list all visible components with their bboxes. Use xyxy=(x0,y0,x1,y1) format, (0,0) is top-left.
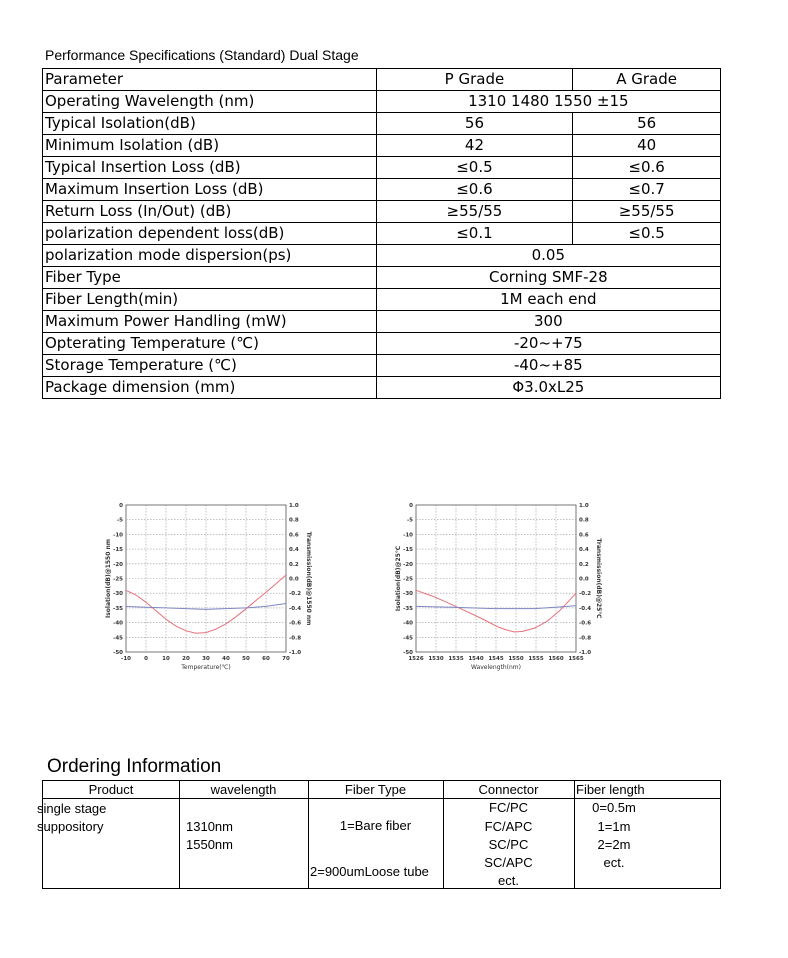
y-tick-label: -25 xyxy=(113,576,123,583)
y-axis-title: Isolation(dB)@25℃ xyxy=(395,545,402,612)
y-tick-label: -10 xyxy=(113,532,123,539)
p-grade-value: ≤0.5 xyxy=(376,157,573,179)
spec-value: 0.05 xyxy=(376,245,720,267)
spec-parameter: Typical Insertion Loss (dB) xyxy=(43,157,377,179)
y-tick-label: -20 xyxy=(113,561,123,568)
ordering-header-wavelength: wavelength xyxy=(210,782,277,797)
y2-axis-title: Transmission(dB)@1550 nm xyxy=(305,531,312,626)
spec-value: 300 xyxy=(376,311,720,333)
wavelength-option: 1310nm xyxy=(186,819,233,834)
fiber-length-option: ect. xyxy=(603,855,625,870)
fiber-length-option: 1=1m xyxy=(597,819,631,834)
y2-tick-label: -1.0 xyxy=(579,650,592,656)
y-tick-label: -30 xyxy=(113,591,123,598)
y2-tick-label: 0.6 xyxy=(579,532,589,539)
a-grade-value: ≤0.5 xyxy=(573,223,721,245)
connector-option: ect. xyxy=(498,873,519,888)
x-axis-title: Wavelength(nm) xyxy=(471,664,521,671)
a-grade-value: 40 xyxy=(573,135,721,157)
y-tick-label: 0 xyxy=(119,503,123,509)
y-tick-label: -50 xyxy=(403,650,413,656)
x-tick-label: 20 xyxy=(182,656,190,662)
spec-row xyxy=(43,355,721,377)
spec-value: 1310 1480 1550 ±15 xyxy=(376,91,720,113)
y-tick-label: -15 xyxy=(113,547,123,554)
y2-tick-label: 0.4 xyxy=(289,547,299,554)
x-tick-label: 1540 xyxy=(468,656,484,662)
spec-row xyxy=(43,201,721,223)
product-line: single stage xyxy=(37,801,107,816)
charts-area xyxy=(0,495,788,685)
x-tick-label: 30 xyxy=(202,656,210,662)
x-tick-label: 1526 xyxy=(408,656,424,662)
y2-tick-label: 1.0 xyxy=(289,503,299,509)
x-tick-label: 1550 xyxy=(508,656,524,662)
spec-value: Corning SMF-28 xyxy=(376,267,720,289)
isolation-vs-wavelength-chart xyxy=(390,495,610,685)
x-tick-label: 1530 xyxy=(428,656,444,662)
spec-parameter: Fiber Type xyxy=(43,267,377,289)
fiber-length-option: 0=0.5m xyxy=(592,800,636,815)
spec-value: -40~+85 xyxy=(376,355,720,377)
spec-row xyxy=(43,289,721,311)
spec-row xyxy=(43,245,721,267)
spec-parameter: Maximum Power Handling (mW) xyxy=(43,311,377,333)
y2-tick-label: 1.0 xyxy=(579,503,589,509)
spec-row xyxy=(43,157,721,179)
y2-tick-label: 0.2 xyxy=(579,561,589,568)
spec-row xyxy=(43,113,721,135)
y-tick-label: -45 xyxy=(403,635,413,642)
x-tick-label: 1560 xyxy=(548,656,564,662)
spec-parameter: Minimum Isolation (dB) xyxy=(43,135,377,157)
spec-value: 1M each end xyxy=(376,289,720,311)
p-grade-value: 56 xyxy=(376,113,573,135)
fiber-type-option: 1=Bare fiber xyxy=(339,818,412,833)
y2-tick-label: -0.8 xyxy=(579,635,592,642)
wavelength-option: 1550nm xyxy=(186,837,233,852)
x-tick-label: 50 xyxy=(242,656,250,662)
ordering-title: Ordering Information xyxy=(47,756,222,777)
y2-tick-label: -0.6 xyxy=(289,620,302,627)
a-grade-value: ≤0.7 xyxy=(573,179,721,201)
y-tick-label: -10 xyxy=(403,532,413,539)
p-grade-value: ≤0.1 xyxy=(376,223,573,245)
y-tick-label: -40 xyxy=(113,620,123,627)
spec-table xyxy=(42,68,721,399)
p-grade-value: ≥55/55 xyxy=(376,201,573,223)
spec-parameter: Maximum Insertion Loss (dB) xyxy=(43,179,377,201)
p-grade-value: ≤0.6 xyxy=(376,179,573,201)
a-grade-value: 56 xyxy=(573,113,721,135)
spec-parameter: Fiber Length(min) xyxy=(43,289,377,311)
y-tick-label: -20 xyxy=(403,561,413,568)
spec-row xyxy=(43,267,721,289)
connector-option: SC/APC xyxy=(484,855,533,870)
y2-tick-label: -0.2 xyxy=(289,591,302,598)
y2-tick-label: 0.6 xyxy=(289,532,299,539)
y2-tick-label: -1.0 xyxy=(289,650,302,656)
spec-row xyxy=(43,311,721,333)
x-tick-label: -10 xyxy=(121,656,131,662)
y-tick-label: -15 xyxy=(403,547,413,554)
spec-parameter: polarization dependent loss(dB) xyxy=(43,223,377,245)
spec-parameter: Typical Isolation(dB) xyxy=(43,113,377,135)
y-tick-label: -35 xyxy=(403,605,413,612)
y-tick-label: -50 xyxy=(113,650,123,656)
connector-option: FC/APC xyxy=(484,819,533,834)
y2-tick-label: 0.4 xyxy=(579,547,589,554)
spec-value: Φ3.0xL25 xyxy=(376,377,720,399)
spec-value: -20~+75 xyxy=(376,333,720,355)
p-grade-value: 42 xyxy=(376,135,573,157)
y2-tick-label: 0.8 xyxy=(579,517,589,524)
y-tick-label: -45 xyxy=(113,635,123,642)
y-axis-title: Isolation(dB)@1550 nm xyxy=(105,538,112,619)
p-grade-header: P Grade xyxy=(376,69,573,91)
ordering-header-fiber-length: Fiber length xyxy=(576,782,645,797)
spec-row xyxy=(43,377,721,399)
y-tick-label: 0 xyxy=(409,503,413,509)
y-tick-label: -30 xyxy=(403,591,413,598)
ordering-header-fiber-type: Fiber Type xyxy=(344,782,407,797)
spec-row xyxy=(43,135,721,157)
y2-tick-label: -0.4 xyxy=(289,605,302,612)
x-tick-label: 1565 xyxy=(568,656,584,662)
x-tick-label: 10 xyxy=(162,656,170,662)
y-tick-label: -5 xyxy=(116,517,123,524)
isolation-vs-temperature-chart xyxy=(100,495,320,685)
y-tick-label: -40 xyxy=(403,620,413,627)
x-tick-label: 0 xyxy=(144,656,148,662)
spec-parameter: Opterating Temperature (℃) xyxy=(43,333,377,355)
y2-tick-label: 0.0 xyxy=(289,576,299,583)
connector-option: SC/PC xyxy=(488,837,529,852)
fiber-length-option: 2=2m xyxy=(597,837,631,852)
spec-parameter: Storage Temperature (℃) xyxy=(43,355,377,377)
a-grade-value: ≤0.6 xyxy=(573,157,721,179)
ordering-header-product: Product xyxy=(88,782,134,797)
y2-tick-label: -0.6 xyxy=(579,620,592,627)
x-axis-title: Temperature(℃) xyxy=(181,664,231,671)
spec-row xyxy=(43,179,721,201)
ordering-table xyxy=(37,780,721,889)
y2-axis-title: Transmission(dB)@25℃ xyxy=(595,538,602,619)
spec-parameter: Package dimension (mm) xyxy=(43,377,377,399)
y2-tick-label: -0.2 xyxy=(579,591,592,598)
connector-option: FC/PC xyxy=(489,800,528,815)
spec-header-row xyxy=(43,69,721,91)
y-tick-label: -25 xyxy=(403,576,413,583)
spec-row xyxy=(43,91,721,113)
x-tick-label: 70 xyxy=(282,656,290,662)
ordering-header-connector: Connector xyxy=(478,782,539,797)
x-tick-label: 40 xyxy=(222,656,230,662)
x-tick-label: 60 xyxy=(262,656,270,662)
spec-parameter: Operating Wavelength (nm) xyxy=(43,91,377,113)
spec-parameter: Return Loss (In/Out) (dB) xyxy=(43,201,377,223)
y2-tick-label: 0.0 xyxy=(579,576,589,583)
y-tick-label: -35 xyxy=(113,605,123,612)
product-line: suppository xyxy=(37,819,104,834)
a-grade-header: A Grade xyxy=(573,69,721,91)
spec-parameter: polarization mode dispersion(ps) xyxy=(43,245,377,267)
y-tick-label: -5 xyxy=(406,517,413,524)
x-tick-label: 1535 xyxy=(448,656,464,662)
y2-tick-label: -0.8 xyxy=(289,635,302,642)
y2-tick-label: -0.4 xyxy=(579,605,592,612)
spec-row xyxy=(43,223,721,245)
a-grade-value: ≥55/55 xyxy=(573,201,721,223)
spec-row xyxy=(43,333,721,355)
spec-title: Performance Specifications (Standard) Dual Stage xyxy=(45,47,359,63)
y2-tick-label: 0.2 xyxy=(289,561,299,568)
fiber-type-option: 2=900umLoose tube xyxy=(310,864,429,879)
x-tick-label: 1555 xyxy=(528,656,544,662)
x-tick-label: 1545 xyxy=(488,656,504,662)
y2-tick-label: 0.8 xyxy=(289,517,299,524)
spec-parameter: Parameter xyxy=(43,69,377,91)
